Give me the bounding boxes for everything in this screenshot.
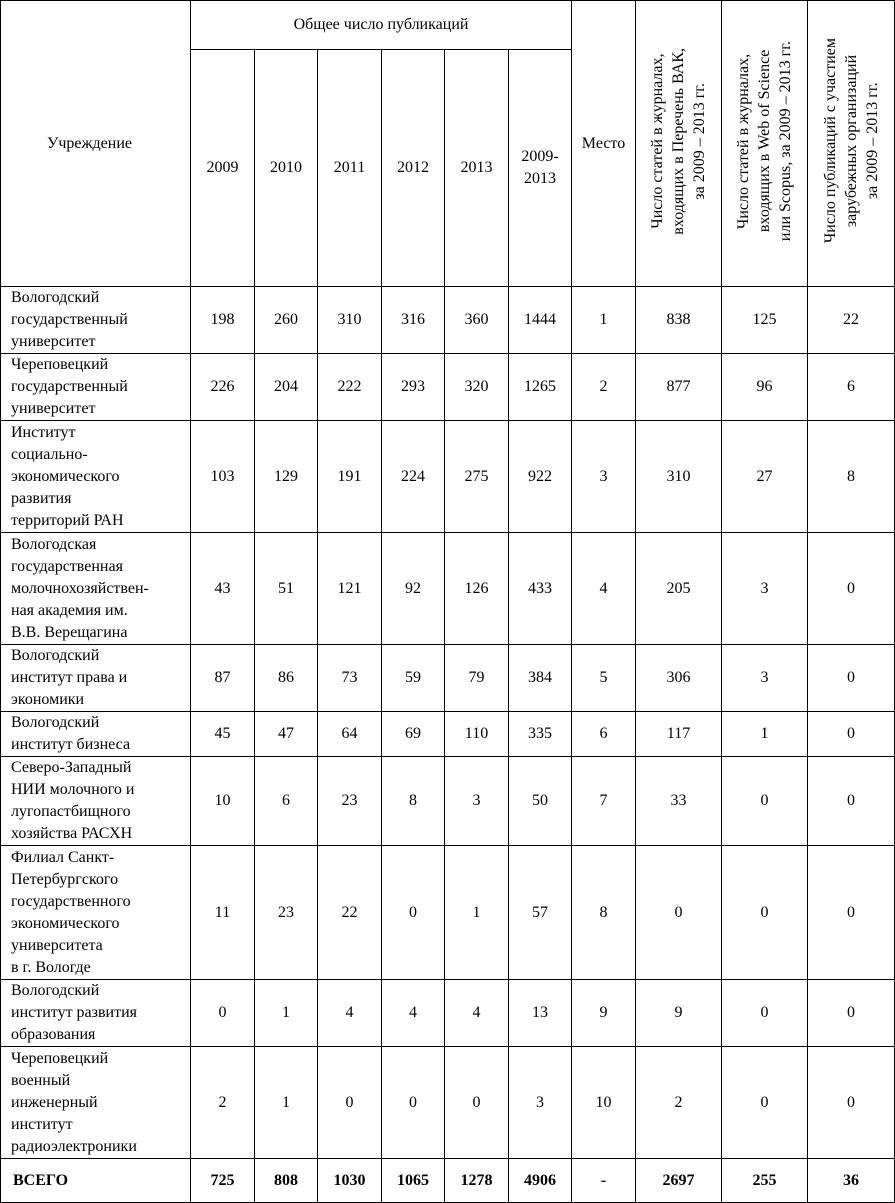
value-cell: 110 — [445, 712, 509, 757]
institution-name-line: государственный — [11, 311, 128, 328]
value-cell: 9 — [572, 980, 636, 1047]
institution-name-line: Филиал Санкт- — [11, 848, 115, 866]
value-cell: 0 — [808, 645, 895, 712]
table-row — [1, 846, 895, 980]
table-row — [1, 287, 895, 354]
total-value-cell: 4906 — [509, 1159, 572, 1203]
value-cell: 260 — [255, 287, 318, 354]
value-cell: 59 — [382, 645, 445, 712]
institution-name-line: экономического — [11, 914, 120, 932]
value-cell: 23 — [255, 846, 318, 980]
institution-name-line: государственный — [11, 378, 128, 395]
value-cell: 0 — [191, 980, 255, 1047]
value-cell: 191 — [318, 421, 382, 533]
value-cell: 51 — [255, 533, 318, 645]
institution-name — [1, 287, 191, 354]
total-row — [1, 1159, 895, 1203]
value-cell: 360 — [445, 287, 509, 354]
total-value-cell: 1278 — [445, 1159, 509, 1203]
value-cell: 121 — [318, 533, 382, 645]
value-cell: 1265 — [509, 354, 572, 421]
value-cell: 226 — [191, 354, 255, 421]
table-row — [1, 1047, 895, 1159]
value-cell: 433 — [509, 533, 572, 645]
value-cell: 73 — [318, 645, 382, 712]
value-cell: 10 — [572, 1047, 636, 1159]
total-value-cell: - — [572, 1159, 636, 1203]
institution-name-line: институт права и — [11, 669, 128, 686]
value-cell: 117 — [636, 712, 722, 757]
value-cell: 27 — [722, 421, 808, 533]
institution-name-line: В.В. Верещагина — [11, 623, 128, 641]
value-cell: 92 — [382, 533, 445, 645]
value-cell: 3 — [572, 421, 636, 533]
value-cell: 335 — [509, 712, 572, 757]
value-cell: 2 — [572, 354, 636, 421]
institution-name-line: Череповецкий — [11, 356, 109, 373]
total-value-cell: 808 — [255, 1159, 318, 1203]
table-row — [1, 533, 895, 645]
header-place: Место — [572, 1, 636, 287]
value-cell: 22 — [318, 846, 382, 980]
value-cell: 198 — [191, 287, 255, 354]
value-cell: 922 — [509, 421, 572, 533]
value-cell: 3 — [509, 1047, 572, 1159]
institution-name-line: Вологодский — [11, 289, 100, 306]
value-cell: 6 — [572, 712, 636, 757]
value-cell: 4 — [445, 980, 509, 1047]
total-value-cell: 36 — [808, 1159, 895, 1203]
header-year: 2009 — [191, 50, 255, 287]
header-foreign — [808, 1, 895, 287]
institution-name-line: хозяйства РАСХН — [11, 825, 133, 842]
value-cell: 33 — [636, 757, 722, 846]
institution-name-line: институт развития — [11, 1004, 138, 1021]
value-cell: 10 — [191, 757, 255, 846]
value-cell: 64 — [318, 712, 382, 757]
value-cell: 7 — [572, 757, 636, 846]
value-cell: 0 — [722, 846, 808, 980]
institution-name-line: лугопастбищного — [11, 803, 131, 820]
value-cell: 1 — [255, 980, 318, 1047]
header-institution: Учреждение — [1, 1, 191, 287]
value-cell: 125 — [722, 287, 808, 354]
table-row — [1, 757, 895, 846]
header-year-range: 2009-2013 — [509, 50, 572, 287]
value-cell: 204 — [255, 354, 318, 421]
value-cell: 4 — [318, 980, 382, 1047]
institution-name-line: в г. Вологде — [11, 958, 91, 976]
total-value-cell: 2697 — [636, 1159, 722, 1203]
value-cell: 2 — [636, 1047, 722, 1159]
value-cell: 22 — [808, 287, 895, 354]
institution-name-line: Вологодский — [11, 647, 100, 664]
institution-name — [1, 712, 191, 757]
header-total-publications: Общее число публикаций — [191, 1, 572, 50]
institution-name-line: развития — [11, 489, 72, 507]
value-cell: 0 — [382, 1047, 445, 1159]
value-cell: 23 — [318, 757, 382, 846]
value-cell: 79 — [445, 645, 509, 712]
value-cell: 205 — [636, 533, 722, 645]
institution-name — [1, 533, 191, 645]
institution-name-line: экономического — [11, 467, 120, 485]
institution-name — [1, 421, 191, 533]
value-cell: 0 — [318, 1047, 382, 1159]
institution-name-line: Вологодская — [11, 535, 97, 553]
institution-name-line: ная академия им. — [11, 601, 128, 619]
table-body — [1, 287, 895, 1203]
table-row — [1, 645, 895, 712]
institution-name — [1, 980, 191, 1047]
header-vak — [636, 1, 722, 287]
value-cell: 6 — [255, 757, 318, 846]
header-year: 2010 — [255, 50, 318, 287]
institution-name-line: университет — [11, 400, 96, 417]
header-vak-text: Число статей в журналах, входящих в Перечень ВАК, за 2009 – 2013 гг. — [649, 47, 708, 235]
value-cell: 103 — [191, 421, 255, 533]
value-cell: 6 — [808, 354, 895, 421]
value-cell: 224 — [382, 421, 445, 533]
header-row-top — [1, 1, 895, 50]
value-cell: 306 — [636, 645, 722, 712]
value-cell: 129 — [255, 421, 318, 533]
header-wos-text: Число статей в журналах, входящих в Web of Science или Scopus, за 2009 – 2013 гг. — [735, 40, 794, 242]
value-cell: 8 — [382, 757, 445, 846]
institution-name-line: Вологодский — [11, 982, 100, 999]
value-cell: 0 — [636, 846, 722, 980]
total-value-cell: 1030 — [318, 1159, 382, 1203]
institution-name-line: Вологодский — [11, 714, 100, 731]
institution-name-line: государственного — [11, 892, 131, 910]
value-cell: 1 — [722, 712, 808, 757]
institution-name — [1, 846, 191, 980]
institution-name — [1, 645, 191, 712]
header-year: 2011 — [318, 50, 382, 287]
value-cell: 11 — [191, 846, 255, 980]
institution-name — [1, 757, 191, 846]
table-row — [1, 712, 895, 757]
value-cell: 8 — [808, 421, 895, 533]
institution-name-line: Череповецкий — [11, 1049, 109, 1067]
value-cell: 877 — [636, 354, 722, 421]
value-cell: 9 — [636, 980, 722, 1047]
value-cell: 0 — [445, 1047, 509, 1159]
value-cell: 0 — [808, 757, 895, 846]
value-cell: 86 — [255, 645, 318, 712]
value-cell: 45 — [191, 712, 255, 757]
value-cell: 43 — [191, 533, 255, 645]
value-cell: 275 — [445, 421, 509, 533]
value-cell: 293 — [382, 354, 445, 421]
institution-name-line: территорий РАН — [11, 511, 124, 529]
header-year: 2012 — [382, 50, 445, 287]
value-cell: 316 — [382, 287, 445, 354]
value-cell: 0 — [722, 980, 808, 1047]
value-cell: 0 — [722, 1047, 808, 1159]
total-value-cell: 1065 — [382, 1159, 445, 1203]
value-cell: 0 — [808, 1047, 895, 1159]
institution-name-line: институт бизнеса — [11, 736, 131, 753]
value-cell: 0 — [808, 533, 895, 645]
header-wos — [722, 1, 808, 287]
value-cell: 2 — [191, 1047, 255, 1159]
value-cell: 320 — [445, 354, 509, 421]
institution-name-line: университет — [11, 333, 96, 350]
value-cell: 126 — [445, 533, 509, 645]
value-cell: 310 — [636, 421, 722, 533]
value-cell: 13 — [509, 980, 572, 1047]
value-cell: 1 — [445, 846, 509, 980]
value-cell: 1444 — [509, 287, 572, 354]
institution-name-line: Петербургского — [11, 870, 119, 888]
value-cell: 0 — [808, 712, 895, 757]
value-cell: 0 — [808, 846, 895, 980]
institution-name-line: НИИ молочного и — [11, 781, 135, 798]
table-row — [1, 354, 895, 421]
value-cell: 47 — [255, 712, 318, 757]
value-cell: 0 — [722, 757, 808, 846]
institution-name-line: Институт — [11, 423, 76, 441]
institution-name-line: университета — [11, 936, 103, 954]
value-cell: 3 — [722, 645, 808, 712]
institution-name-line: образования — [11, 1026, 96, 1043]
table-row — [1, 421, 895, 533]
table-row — [1, 980, 895, 1047]
value-cell: 57 — [509, 846, 572, 980]
institution-name — [1, 1047, 191, 1159]
value-cell: 4 — [382, 980, 445, 1047]
value-cell: 838 — [636, 287, 722, 354]
value-cell: 1 — [255, 1047, 318, 1159]
institution-name-line: инженерный — [11, 1093, 98, 1111]
value-cell: 8 — [572, 846, 636, 980]
value-cell: 222 — [318, 354, 382, 421]
value-cell: 310 — [318, 287, 382, 354]
institution-name-line: государственная — [11, 557, 123, 575]
value-cell: 4 — [572, 533, 636, 645]
value-cell: 69 — [382, 712, 445, 757]
value-cell: 384 — [509, 645, 572, 712]
institution-name-line: институт — [11, 1115, 73, 1133]
total-value-cell: 725 — [191, 1159, 255, 1203]
header-foreign-text: Число публикаций с участием зарубежных организаций за 2009 – 2013 гг. — [821, 38, 881, 244]
institution-name — [1, 354, 191, 421]
value-cell: 3 — [445, 757, 509, 846]
value-cell: 87 — [191, 645, 255, 712]
total-value-cell: 255 — [722, 1159, 808, 1203]
header-year: 2013 — [445, 50, 509, 287]
value-cell: 96 — [722, 354, 808, 421]
institution-name-line: молочнохозяйствен- — [11, 579, 149, 597]
value-cell: 5 — [572, 645, 636, 712]
value-cell: 50 — [509, 757, 572, 846]
value-cell: 0 — [382, 846, 445, 980]
institution-name-line: социально- — [11, 445, 88, 463]
value-cell: 1 — [572, 287, 636, 354]
institution-name-line: радиоэлектроники — [11, 1137, 137, 1155]
value-cell: 3 — [722, 533, 808, 645]
institution-name-line: Северо-Западный — [11, 759, 132, 776]
value-cell: 0 — [808, 980, 895, 1047]
total-label: ВСЕГО — [1, 1159, 191, 1203]
institution-name-line: военный — [11, 1071, 71, 1089]
institution-name-line: экономики — [11, 691, 85, 708]
